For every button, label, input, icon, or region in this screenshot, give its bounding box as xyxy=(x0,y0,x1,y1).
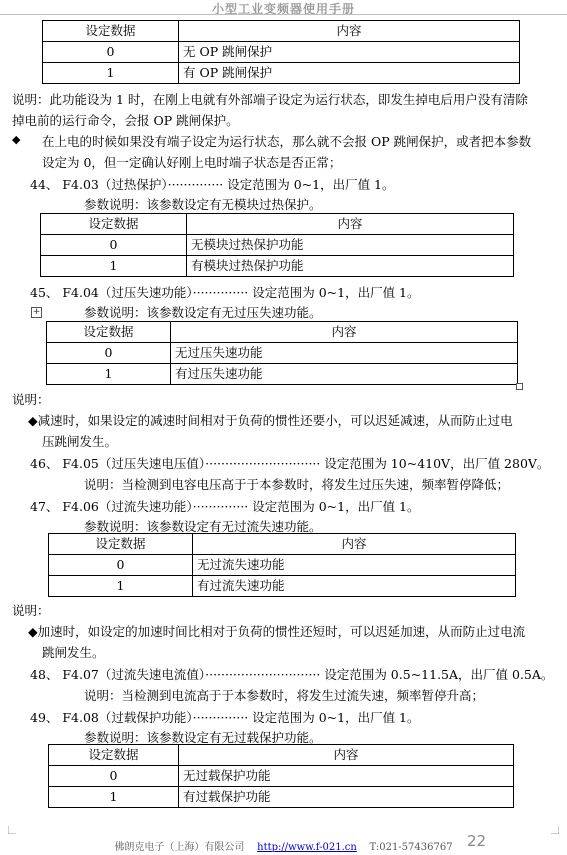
footer-company: 佛朗克电子（上海）有限公司 xyxy=(114,842,245,853)
param-44-description: 参数说明：该参数设定有无模块过热保护。 xyxy=(84,197,322,212)
table-header-content: 内容 xyxy=(179,745,514,766)
table-header-row xyxy=(49,745,514,766)
table-cell-content: 无过载保护功能 xyxy=(179,766,514,787)
table-cell-content: 有过流失速功能 xyxy=(193,576,516,597)
note-line: 跳闸发生。 xyxy=(42,645,105,660)
margin-corner-mark xyxy=(551,826,559,834)
table-row xyxy=(41,256,514,277)
param-49-title: 49、 F4.08（过载保护功能）·············· 设定范围为 0~1，出厂值 1。 xyxy=(30,710,420,725)
table-row xyxy=(49,576,516,597)
note-label: 说明： xyxy=(12,392,50,407)
table-header-value: 设定数据 xyxy=(43,21,179,42)
table-header-row xyxy=(43,21,520,42)
table-cell-value: 0 xyxy=(43,42,179,63)
param-45-table xyxy=(46,321,518,385)
table-header-content: 内容 xyxy=(187,214,514,235)
table-cell-value: 0 xyxy=(49,766,179,787)
bullet-icon: ◆ xyxy=(12,133,21,146)
table-resize-handle[interactable] xyxy=(516,383,523,390)
page-number: 22 xyxy=(467,832,487,850)
param-47-description: 参数说明：该参数设定有无过流失速功能。 xyxy=(84,519,322,534)
note-label: 说明： xyxy=(12,603,50,618)
table-cell-content: 有模块过热保护功能 xyxy=(187,256,514,277)
table-header-content: 内容 xyxy=(179,21,520,42)
table-cell-content: 有过压失速功能 xyxy=(171,364,518,385)
table-row xyxy=(47,364,518,385)
table-row xyxy=(47,343,518,364)
table-row xyxy=(49,787,514,808)
param-46-title: 46、 F4.05（过压失速电压值）····························· 设定范围为 10~410V，出厂值 280V。 xyxy=(30,456,550,471)
table-row xyxy=(49,766,514,787)
table-move-handle-icon[interactable]: + xyxy=(32,307,41,317)
table-cell-value: 1 xyxy=(47,364,171,385)
note-line: 掉电前的运行命令，会报 OP 跳闸保护。 xyxy=(12,113,239,128)
param-47-title: 47、 F4.06（过流失速功能）·············· 设定范围为 0~1，出厂值 1。 xyxy=(30,499,420,514)
note-line: 压跳闸发生。 xyxy=(42,434,118,449)
bullet-line: 在上电的时候如果没有端子设定为运行状态，那么就不会报 OP 跳闸保护，或者把本参数 xyxy=(42,134,532,149)
param-45-title: 45、 F4.04（过压失速功能）·············· 设定范围为 0~1，出厂值 1。 xyxy=(30,285,420,300)
table-header-content: 内容 xyxy=(171,322,518,343)
table-cell-value: 1 xyxy=(49,787,179,808)
note-line: ◆减速时，如果设定的减速时间相对于负荷的惯性还要小，可以迟延减速，从而防止过电 xyxy=(28,413,513,428)
header-divider xyxy=(0,14,567,15)
param-45-description: 参数说明：该参数设定有无过压失速功能。 xyxy=(84,305,322,320)
table-header-value: 设定数据 xyxy=(49,745,179,766)
table-header-row xyxy=(49,534,516,555)
page-header-title: 小型工业变频器使用手册 xyxy=(211,2,355,16)
table-cell-value: 1 xyxy=(41,256,187,277)
op-trip-table xyxy=(42,20,520,84)
table-row xyxy=(43,63,520,84)
table-cell-value: 0 xyxy=(47,343,171,364)
footer-website-link[interactable]: http://www.f-021.cn xyxy=(257,842,357,853)
param-44-table xyxy=(40,213,514,277)
table-header-content: 内容 xyxy=(193,534,516,555)
table-cell-content: 无过压失速功能 xyxy=(171,343,518,364)
param-49-table xyxy=(48,744,514,808)
note-line: ◆加速时，如设定的加速时间比相对于负荷的惯性还短时，可以迟延加速，从而防止过电流 xyxy=(28,624,526,639)
table-cell-value: 1 xyxy=(43,63,179,84)
param-46-description: 说明：当检测到电容电压高于于本参数时，将发生过压失速，频率暂停降低； xyxy=(84,477,510,492)
table-cell-content: 有过载保护功能 xyxy=(179,787,514,808)
footer-phone: T:021-57436767 xyxy=(369,842,453,853)
table-row xyxy=(49,555,516,576)
table-cell-value: 0 xyxy=(41,235,187,256)
table-header-value: 设定数据 xyxy=(41,214,187,235)
table-header-value: 设定数据 xyxy=(47,322,171,343)
table-header-value: 设定数据 xyxy=(49,534,193,555)
table-header-row xyxy=(41,214,514,235)
bullet-line: 设定为 0，但一定确认好刚上电时端子状态是否正常； xyxy=(42,155,342,170)
table-header-row xyxy=(47,322,518,343)
table-row xyxy=(43,42,520,63)
param-49-description: 参数说明：该参数设定有无过载保护功能。 xyxy=(84,730,322,745)
note-line: 说明：此功能设为 1 时，在刚上电就有外部端子设定为运行状态，即发生掉电后用户没有清除 xyxy=(12,92,528,107)
param-44-title: 44、 F4.03（过热保护）·············· 设定范围为 0~1，出厂值 1。 xyxy=(30,177,395,192)
margin-corner-mark xyxy=(8,826,16,834)
table-cell-value: 1 xyxy=(49,576,193,597)
table-row xyxy=(41,235,514,256)
table-cell-content: 无模块过热保护功能 xyxy=(187,235,514,256)
param-47-table xyxy=(48,533,516,597)
table-cell-content: 有 OP 跳闸保护 xyxy=(179,63,520,84)
param-48-description: 说明：当检测到电流高于于本参数时，将发生过流失速，频率暂停升高； xyxy=(84,688,485,703)
table-cell-value: 0 xyxy=(49,555,193,576)
table-cell-content: 无 OP 跳闸保护 xyxy=(179,42,520,63)
table-cell-content: 无过流失速功能 xyxy=(193,555,516,576)
param-48-title: 48、 F4.07（过流失速电流值）····························· 设定范围为 0.5~11.5A，出厂值 0.5A。 xyxy=(30,667,554,682)
